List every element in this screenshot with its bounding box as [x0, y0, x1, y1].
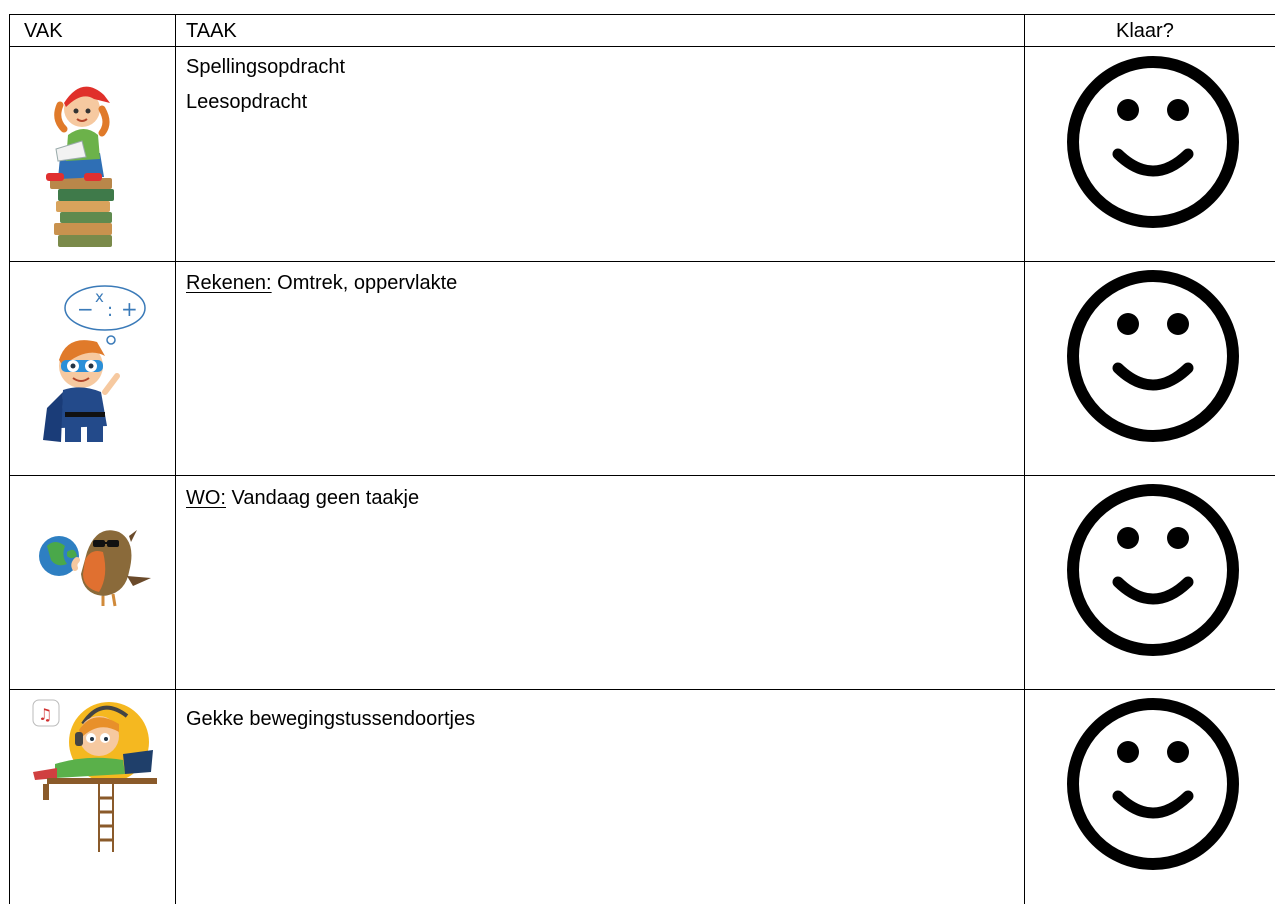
column-divider — [1024, 14, 1025, 904]
svg-text::: : — [107, 300, 114, 321]
task-line: Gekke bewegingstussendoortjes — [186, 708, 476, 730]
boy-with-headphones-laptop-icon — [27, 694, 159, 861]
column-divider — [175, 14, 176, 904]
task-line: Leesopdracht — [186, 91, 308, 113]
task-line — [186, 268, 457, 299]
header-vak: VAK — [24, 20, 63, 42]
task-subject-label: WO: — [186, 487, 226, 509]
row-divider — [9, 261, 1275, 262]
svg-text:x: x — [95, 288, 104, 306]
smiley-face-icon[interactable] — [1063, 694, 1243, 879]
math-superhero-boy-icon — [37, 280, 149, 451]
smiley-face-icon[interactable] — [1063, 480, 1243, 665]
task-line: Spellingsopdracht — [186, 56, 345, 78]
header-klaar: Klaar? — [1116, 20, 1174, 42]
svg-text:+: + — [121, 297, 138, 321]
task-subject-label: Rekenen: — [186, 272, 272, 294]
task-text: Omtrek, oppervlakte — [271, 272, 458, 294]
header-taak: TAAK — [186, 20, 237, 42]
reading-girl-on-books-icon — [38, 57, 124, 260]
svg-text:−: − — [77, 297, 94, 321]
smiley-face-icon[interactable] — [1063, 266, 1243, 451]
row-divider — [9, 475, 1275, 476]
robin-with-globe-icon — [37, 516, 153, 619]
table-border-left — [9, 14, 10, 904]
smiley-face-icon[interactable] — [1063, 52, 1243, 237]
task-line — [186, 483, 419, 514]
row-divider — [9, 689, 1275, 690]
task-text: Vandaag geen taakje — [226, 487, 420, 509]
header-divider — [9, 46, 1275, 47]
svg-text:♫: ♫ — [38, 705, 53, 724]
